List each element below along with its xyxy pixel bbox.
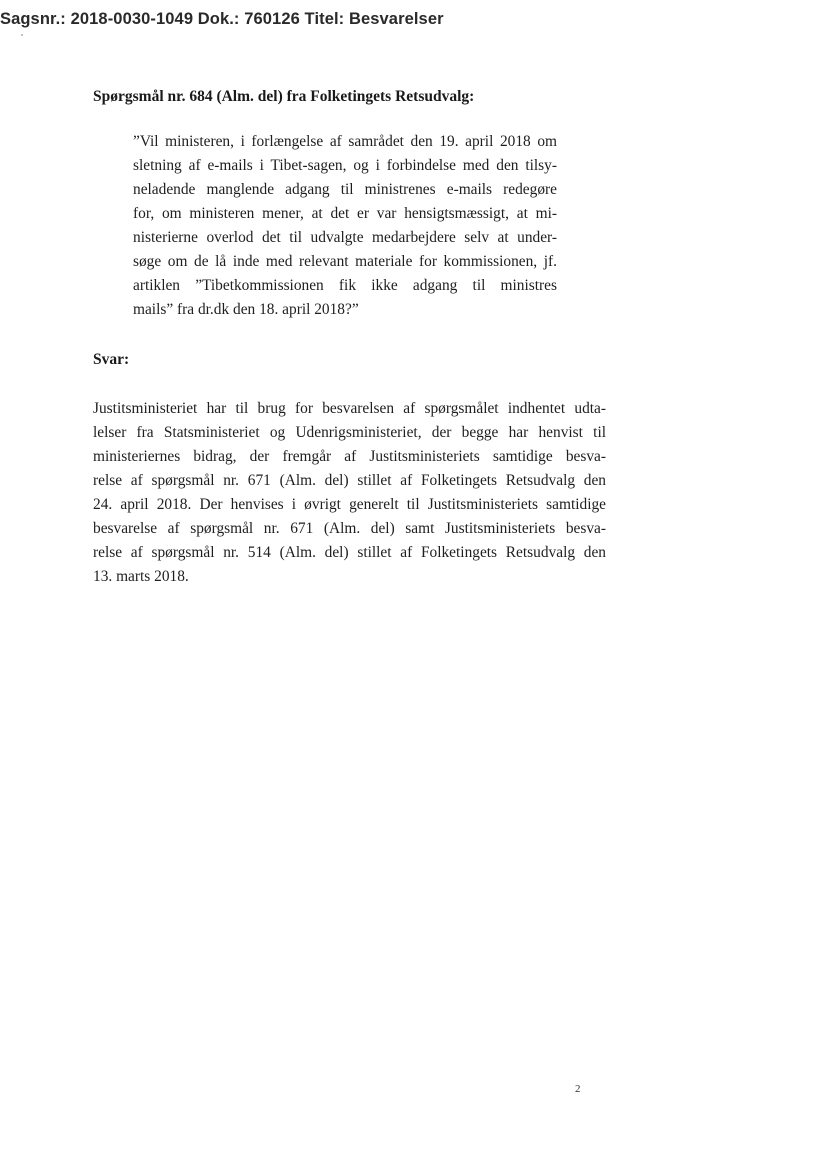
- question-line: søge om de lå inde med relevant materiale for kommissionen, jf.: [133, 253, 557, 270]
- answer-line: ministeriernes bidrag, der fremgår af Justitsministeriets samtidige besva-: [93, 448, 606, 465]
- answer-line: lelser fra Statsministeriet og Udenrigsministeriet, der begge har henvist til: [93, 424, 606, 441]
- answer-line: besvarelse af spørgsmål nr. 671 (Alm. del) samt Justitsministeriets besva-: [93, 520, 606, 537]
- page-number: 2: [575, 1083, 581, 1095]
- question-line: ”Vil ministeren, i forlængelse af samrådet den 19. april 2018 om: [133, 133, 557, 150]
- answer-heading: Svar:: [93, 351, 130, 368]
- answer-line: Justitsministeriet har til brug for besvarelsen af spørgsmålet indhentet udta-: [93, 400, 606, 417]
- answer-line: 13. marts 2018.: [93, 568, 189, 585]
- question-line: neladende manglende adgang til ministrenes e-mails redegøre: [133, 181, 557, 198]
- question-heading: Spørgsmål nr. 684 (Alm. del) fra Folketingets Retsudvalg:: [93, 88, 475, 105]
- answer-line: relse af spørgsmål nr. 514 (Alm. del) stillet af Folketingets Retsudvalg den: [93, 544, 606, 561]
- case-header-stamp: Sagsnr.: 2018-0030-1049 Dok.: 760126 Titel: Besvarelser: [0, 10, 444, 28]
- question-line: nisterierne overlod det til udvalgte medarbejdere selv at under-: [133, 229, 557, 246]
- question-line: mails” fra dr.dk den 18. april 2018?”: [133, 301, 359, 318]
- question-line: for, om ministeren mener, at det er var hensigtsmæssigt, at mi-: [133, 205, 557, 222]
- answer-line: 24. april 2018. Der henvises i øvrigt generelt til Justitsministeriets samtidige: [93, 496, 606, 513]
- answer-line: relse af spørgsmål nr. 671 (Alm. del) stillet af Folketingets Retsudvalg den: [93, 472, 606, 489]
- scan-speck: [21, 34, 23, 36]
- question-line: artiklen ”Tibetkommissionen fik ikke adgang til ministres: [133, 277, 557, 294]
- question-line: sletning af e-mails i Tibet-sagen, og i forbindelse med den tilsy-: [133, 157, 557, 174]
